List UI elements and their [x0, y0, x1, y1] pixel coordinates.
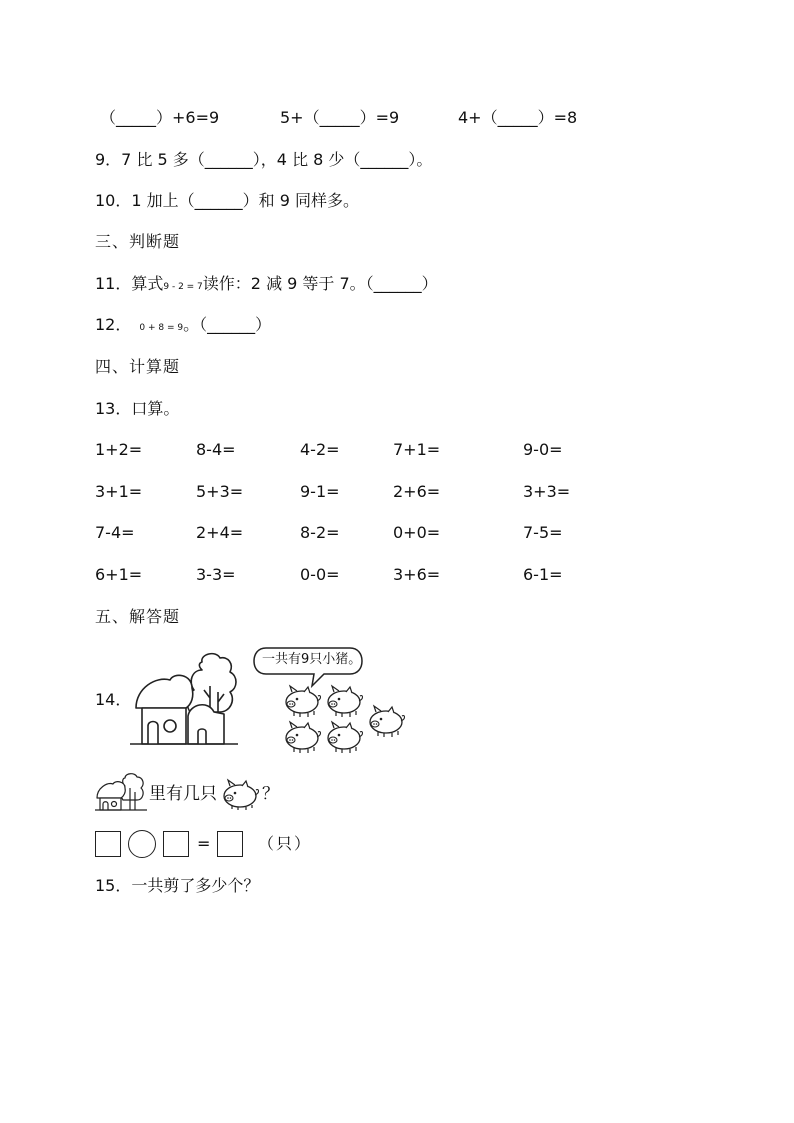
q11-prefix: 11．算式 — [95, 274, 164, 293]
q12-formula: 0 + 8 = 9 — [139, 323, 184, 333]
unit-label: （只） — [258, 834, 313, 853]
pig-icon — [222, 780, 262, 810]
section-5-heading: 五、解答题 — [95, 607, 181, 626]
math-item: 8-4= — [196, 440, 236, 459]
question-11 — [95, 274, 438, 297]
q8-part-2: 5+（_____）=9 — [280, 108, 400, 127]
math-item: 3-3= — [196, 565, 236, 584]
math-item: 3+1= — [95, 482, 143, 501]
q12-suffix: 。（______） — [183, 315, 272, 334]
math-item: 7-4= — [95, 523, 135, 542]
answer-box-1[interactable] — [95, 831, 121, 857]
math-item: 8-2= — [300, 523, 340, 542]
question-14-number: 14． — [95, 690, 132, 709]
math-item: 3+3= — [523, 482, 571, 501]
question-12 — [95, 315, 271, 338]
q8-part-1: （_____）+6=9 — [100, 108, 220, 127]
section-3-heading: 三、判断题 — [95, 232, 181, 251]
pigs-group-icon — [284, 686, 414, 756]
answer-box-result[interactable] — [217, 831, 243, 857]
math-item: 5+3= — [196, 482, 244, 501]
math-item: 2+4= — [196, 523, 244, 542]
math-item: 6+1= — [95, 565, 143, 584]
section-4-heading: 四、计算题 — [95, 357, 181, 376]
q11-suffix: 读作：2 减 9 等于 7。（______） — [202, 274, 438, 293]
speech-bubble-text: 一共有9只小猪。 — [262, 652, 362, 667]
question-13-title: 13．口算。 — [95, 399, 180, 418]
math-item: 3+6= — [393, 565, 441, 584]
math-item: 0+0= — [393, 523, 441, 542]
math-item: 2+6= — [393, 482, 441, 501]
q11-formula: 9 - 2 = 7 — [163, 282, 203, 292]
equals-sign: = — [197, 834, 211, 853]
answer-box-2[interactable] — [163, 831, 189, 857]
question-9: 9．7 比 5 多（______），4 比 8 少（______）。 — [95, 150, 433, 169]
house-icon — [130, 652, 240, 747]
q14-question-text: 里有几只 — [149, 784, 217, 804]
math-item: 7+1= — [393, 440, 441, 459]
small-house-icon — [95, 772, 147, 812]
math-item: 7-5= — [523, 523, 563, 542]
math-item: 9-0= — [523, 440, 563, 459]
q12-prefix: 12． — [95, 315, 132, 334]
question-10: 10．1 加上（______）和 9 同样多。 — [95, 191, 359, 210]
operator-circle[interactable] — [128, 830, 156, 858]
question-15: 15．一共剪了多少个？ — [95, 876, 260, 895]
math-item: 9-1= — [300, 482, 340, 501]
math-item: 6-1= — [523, 565, 563, 584]
q14-question-mark: ？ — [262, 784, 279, 804]
math-item: 4-2= — [300, 440, 340, 459]
q8-part-3: 4+（_____）=8 — [458, 108, 578, 127]
math-item: 1+2= — [95, 440, 143, 459]
math-item: 0-0= — [300, 565, 340, 584]
